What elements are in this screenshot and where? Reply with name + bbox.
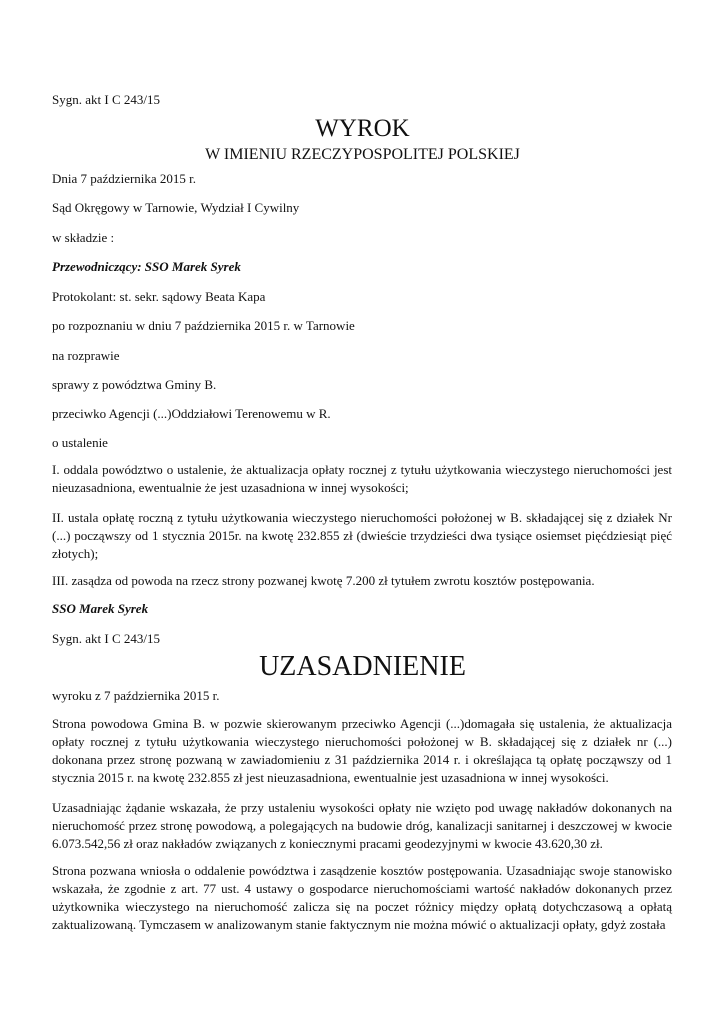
verdict-date: Dnia 7 października 2015 r. [52, 171, 197, 186]
hearing-info: po rozpoznaniu w dniu 7 października 2015 r. w Tarnowie [52, 318, 355, 333]
justification-paragraph-1: Strona powodowa Gmina B. w pozwie skierowanym przeciwko Agencji (...)domagała się ustalenia, że aktualizacja opłaty rocznej z tytułu użytkowania wieczystego nieruchomości położonej w B. składającej się z działek nr (...) dokonana przez stronę pozwaną w zawiadomieniu z 31 października 2014 r. i określająca tą opłatę począwszy od 1 stycznia 2015 r. na kwotę 232.855 zł jest nieuzasadniona, ewentualnie jest uzasadniona w innej wysokości. [52, 716, 672, 785]
justification-paragraph-3: Strona pozwana wniosła o oddalenie powództwa i zasądzenie kosztów postępowania. Uzasadniając swoje stanowisko wskazała, że zgodnie z art. 77 ust. 4 ustawy o gospodarce nieruchomościami wartość nakładów dokonanych przez użytkownika wieczystego na nieruchomość zalicza się na poczet różnicy między opłatą dotychczasową a opłatą zaktualizowaną. Tymczasem w analizowanym stanie faktycznym nie można mówić o aktualizacji opłaty, gdyż została [52, 863, 672, 932]
defendant: przeciwko Agencji (...)Oddziałowi Terenowemu w R. [52, 406, 331, 421]
document-title: WYROK [315, 115, 410, 142]
verdict-point-3: III. zasądza od powoda na rzecz strony pozwanej kwotę 7.200 zł tytułem zwrotu kosztów postępowania. [52, 573, 595, 588]
court-name: Sąd Okręgowy w Tarnowie, Wydział I Cywilny [52, 200, 300, 215]
document-subtitle: W IMIENIU RZECZYPOSPOLITEJ POLSKIEJ [205, 146, 520, 163]
court-clerk: Protokolant: st. sekr. sądowy Beata Kapa [52, 289, 266, 304]
trial-label: na rozprawie [52, 348, 120, 363]
justification-title: UZASADNIENIE [259, 651, 466, 682]
justification-case-signature: Sygn. akt I C 243/15 [52, 631, 160, 646]
judge-signature: SSO Marek Syrek [52, 601, 149, 616]
verdict-point-2: II. ustala opłatę roczną z tytułu użytkowania wieczystego nieruchomości położonej w B. składającej się z działek Nr (...) począwszy od 1 stycznia 2015r. na kwotę 232.855 zł (dwieście trzydzieści dwa tysiące osiemset pięćdziesiąt pięć złotych); [52, 510, 672, 561]
justification-reference: wyroku z 7 października 2015 r. [52, 688, 220, 703]
plaintiff: sprawy z powództwa Gminy B. [52, 377, 217, 392]
justification-paragraph-2: Uzasadniając żądanie wskazała, że przy ustaleniu wysokości opłaty nie wzięto pod uwagę nakładów dokonanych na nieruchomość przez stronę powodową, a polegających na budowie dróg, kanalizacji sanitarnej i deszczowej w kwocie 6.073.542,56 zł oraz nakładów związanych z koniecznymi pracami geodezyjnymi w kwocie 43.620,30 zł. [52, 800, 672, 851]
presiding-judge: Przewodniczący: SSO Marek Syrek [52, 259, 241, 274]
verdict-point-1: I. oddala powództwo o ustalenie, że aktualizacja opłaty rocznej z tytułu użytkowania wieczystego nieruchomości jest nieuzasadniona, ewentualnie że jest uzasadniona w innej wysokości; [52, 462, 672, 495]
case-signature: Sygn. akt I C 243/15 [52, 92, 160, 107]
case-subject: o ustalenie [52, 435, 108, 450]
composition-label: w składzie : [52, 230, 115, 245]
